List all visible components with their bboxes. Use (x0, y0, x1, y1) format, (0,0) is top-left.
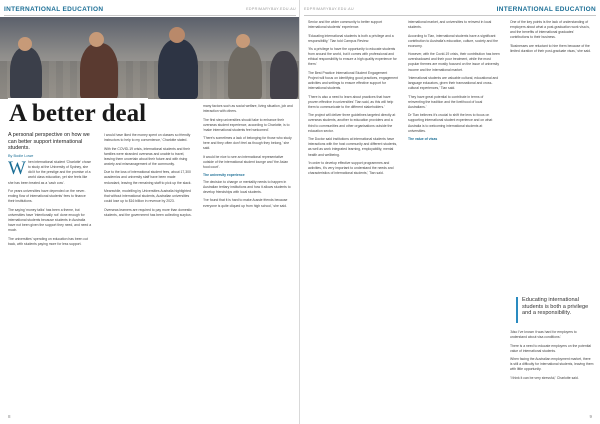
photo-figure-head (18, 37, 32, 51)
section-label: INTERNATIONAL EDUCATION (4, 5, 104, 13)
body-paragraph: However, with the Covid-19 crisis, their contribution has been overshadowed and their poor treatment, while the most popular themes are mostly focused on the issue of university income and the international market. (408, 52, 500, 72)
body-paragraph: 'There's sometimes a lack of belonging for those who study here and they often don't feel as though they belong,' she said. (203, 136, 292, 151)
body-paragraph: Overseas learners are required to pay more than domestic students, and the government has been collecting surplus. (104, 207, 192, 217)
photo-figure-head (89, 32, 104, 47)
body-paragraph: 'Also I've known it was hard for employers to understand about visa conditions.' (510, 330, 577, 340)
body-paragraph: With the COVID-19 crisis, international students and their families were stranded overseas and unable to travel, leaving them uncertain about their future and with rising anxiety and mismanagement of the community. (104, 146, 190, 166)
right-column-3-bottom (510, 330, 594, 415)
body-paragraph: 'International students are valuable cultural, educational and language educators, given their transnational and cross-cultural experiences,' Tian said. (408, 75, 499, 91)
body-paragraph: 'Businesses are reluctant to hire them because of the limited duration of their post-graduate visas,' she said. (510, 43, 591, 53)
students-walking-photo (0, 17, 300, 99)
body-paragraph: When international student 'Charlotte' chose to study at the University of Sydney, she did it for the prestige and the promise of a world class education, yet she feels like she has been treated as a 'cash cow'. (8, 160, 92, 185)
header-rule (4, 15, 296, 16)
photo-figure (158, 39, 198, 99)
body-paragraph: When facing the Australian employment market, there is still a difficulty for international students, leaving them with little opportunity. (510, 357, 594, 372)
article-standfirst: A personal perspective on how we can better support international students. (8, 132, 90, 152)
sub-heading: The value of visas (408, 137, 438, 142)
body-paragraph: According to Tian, international students have a significant contribution to Australia's education, culture, society and the economy. (408, 33, 498, 48)
body-paragraph: many factors such as social welfare, living situation, job and interaction with others. (203, 104, 293, 114)
left-column-1 (8, 160, 92, 415)
photo-figure-head (169, 27, 185, 43)
photo-figure (10, 47, 42, 99)
right-running-header (304, 4, 596, 14)
body-paragraph: 'They have great potential to contribute in terms of reinventing the tradition and the livelihood of local Australians.' (408, 94, 484, 109)
right-column-2 (408, 20, 500, 415)
header-rule (304, 15, 596, 16)
left-column-3 (203, 104, 293, 415)
pull-quote-bar (516, 297, 518, 323)
body-paragraph: The project will deliver three guidelines targeted directly at overseas students, another to education providers and a third to communities and other organisations outside the education sector. (308, 113, 396, 133)
body-paragraph: The universities' spending on education has been cut back, with students paying more for less support. (8, 236, 88, 246)
body-paragraph: It would be nice to see an international representative outside of the international student lounge and 'the Asian food court'. (203, 154, 289, 170)
page-number-right: 9 (589, 414, 592, 419)
right-column-3-top (510, 20, 594, 292)
section-label: INTERNATIONAL EDUCATION (496, 5, 596, 13)
body-paragraph: The saying 'money talks' has been a theme, but universities have 'intentionally not' done enough for international students because students in Australia have not been given the support they need, and need a much. (8, 207, 92, 233)
header-meta: EDPRIMARYBAY.EDU.AU (246, 7, 296, 11)
body-paragraph: 'In order to develop effective support programmes and activities, it's very important to understand the needs and characteristics of international students,' Tian said. (308, 160, 394, 176)
article-byline: By Bodie Lowe (8, 154, 34, 158)
photo-figure-head (236, 34, 250, 48)
body-paragraph: 'Educating international students is both a privilege and a responsibility,' Tian told Campus Review. (308, 33, 394, 43)
photo-figure (270, 51, 298, 99)
body-paragraph: I would have liked the money spent on classes so friendly instructors to help to my convenience,' Charlotte stated. (104, 133, 191, 143)
drop-cap: W (8, 160, 26, 179)
body-paragraph: Dr Tian believes it's crucial to shift the lens to focus on supporting international student experience and on what Australia is to welcoming international students at universities. (408, 113, 493, 133)
header-meta: EDPRIMARYBAY.EDU.AU (304, 7, 354, 11)
photo-figure (228, 45, 262, 99)
body-paragraph: 'There is also a need to learn about practices that have proven effective in universities' Tian said, as this will help them to communicate to the different stakeholders.' (308, 94, 394, 109)
photo-figure (80, 43, 118, 99)
body-paragraph: The decision to change or mentality needs to happen in Australian tertiary institutions and how it allows students to develop friendships with local students. (203, 179, 291, 195)
left-column-2 (104, 133, 192, 415)
body-paragraph: Meanwhile, modelling by Universities Australia highlighted that without international students, Australian universities could lose up to $16 billion in revenue by 2023. (104, 188, 191, 204)
body-paragraph: The Best Practice International Student Engagement Project will focus on identifying good practices, engagement activities and settings to ensure effective support for international students. (308, 70, 398, 91)
body-paragraph: The first step universities should take to enhance their overseas student experience, according to Charlotte, is to 'make international students feel welcomed'. (203, 117, 290, 132)
body-paragraph: 'It's a privilege to have the opportunity to educate students from around the world, but it comes with professional and ethical responsibility to ensure a high quality experience for them.' (308, 47, 397, 67)
body-paragraph: There is a need to educate employers on the potential value of international students. (510, 343, 592, 353)
article-headline: A better deal (9, 100, 147, 127)
right-page (300, 0, 600, 424)
body-paragraph: 'I think it can be very stressful,' Charlotte said. (510, 375, 579, 380)
left-running-header (4, 4, 296, 14)
sub-heading: The university experience (203, 173, 245, 178)
body-paragraph: For years universities have depended on the never-ending flow of international students' fees to finance their institutions. (8, 188, 86, 204)
body-paragraph: The Doctor said institutions at international students have interactions with the host community and different students, as well as work integrated learning, employability, mental health and wellbeing. (308, 137, 398, 157)
pull-quote-text: Educating international students is both a privilege and a responsibility. (522, 297, 589, 317)
body-paragraph: Due to the loss of international student fees, about 17,300 academics and university staff have been made redundant, leaving the remaining staff to pick up the slack. (104, 170, 192, 185)
body-paragraph: Senior and the wider community to better support international students' experience. (308, 20, 383, 30)
right-column-1 (308, 20, 398, 415)
body-paragraph: international market, and universities to reinvest in local students. (408, 20, 492, 30)
body-paragraph: 'I've found that it is hard to make Aussie friends because everyone is quite cliqued up from high school,' she said. (203, 198, 288, 208)
page-number-left: 8 (8, 414, 11, 419)
body-paragraph: One of the key points is the lack of understanding of employers about what a post-graduation work visa is, and the benefits of international graduates' contributions to their business. (510, 20, 590, 40)
